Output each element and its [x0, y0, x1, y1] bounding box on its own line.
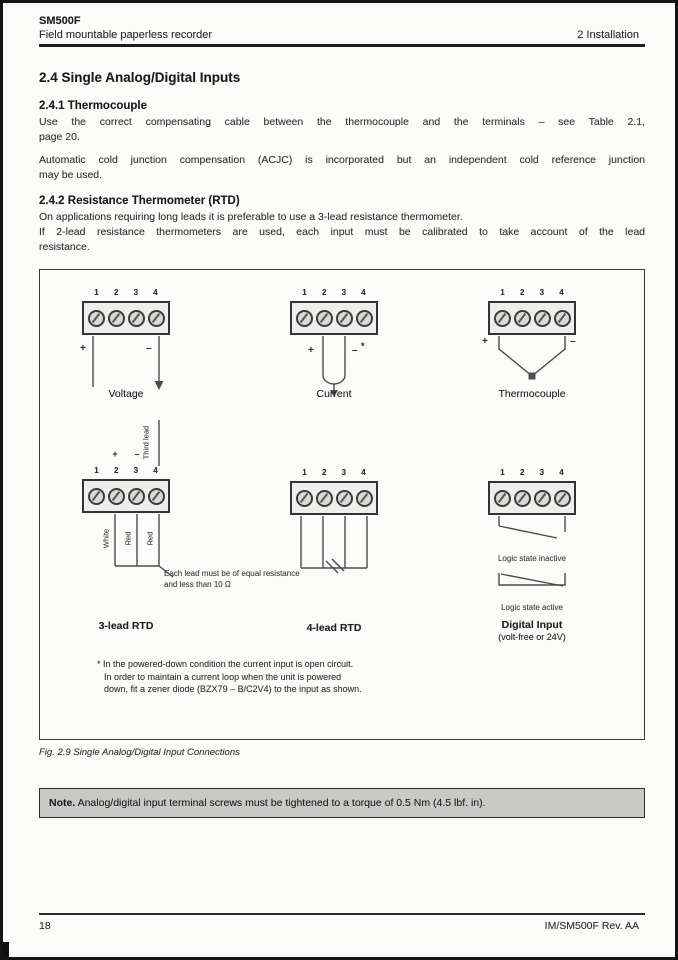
terminal-block — [82, 301, 170, 335]
terminal-screw — [336, 490, 353, 507]
diagram-rtd-4-lead — [268, 466, 400, 642]
terminal-screw — [494, 490, 511, 507]
terminal-block — [290, 301, 378, 335]
plus-sign: + — [80, 343, 86, 354]
page-number: 18 — [39, 920, 51, 932]
minus-sign: – — [134, 449, 140, 459]
terminal-screw — [128, 488, 145, 505]
paragraph-rtd-1: On applications requiring long leads it is preferable to use a 3-lead resistance thermometer. — [39, 211, 463, 223]
paragraph-line: resistance. — [39, 241, 90, 253]
diagram-voltage — [60, 288, 192, 402]
third-lead-wire-drawing — [60, 420, 192, 466]
minus-sign: – — [146, 343, 152, 354]
minus-sign: – — [352, 345, 358, 356]
terminal-screw — [554, 490, 571, 507]
logic-state-active-label: Logic state active — [501, 603, 563, 612]
note-label: Note. — [49, 797, 76, 809]
terminal-screw — [534, 310, 551, 327]
terminal-block — [82, 479, 170, 513]
note-text: Analog/digital input terminal screws must be tightened to a torque of 0.5 Nm (4.5 lbf. in). — [77, 797, 486, 809]
lead-resistance-note: Each lead must be of equal resistance and less than 10 Ω — [164, 569, 300, 589]
document-reference: IM/SM500F Rev. AA — [544, 920, 639, 932]
terminal-screw — [88, 310, 105, 327]
paragraph-line: If 2-lead resistance thermometers are used, each input must be calibrated to take account of the lead — [39, 226, 645, 238]
product-name: SM500F — [39, 15, 81, 27]
paragraph-line: Automatic cold junction compensation (ACJC) is incorporated but an independent cold reference junction — [39, 154, 645, 166]
asterisk-mark: * — [361, 341, 365, 351]
figure-2-9 — [39, 269, 645, 740]
paragraph-thermocouple-1 — [39, 115, 645, 145]
terminal-screw — [108, 310, 125, 327]
diagram-label: 4-lead RTD — [306, 622, 362, 634]
scan-edge-mark — [3, 942, 9, 957]
diagram-digital-input — [466, 466, 598, 656]
terminal-block — [488, 481, 576, 515]
terminal-numbers: 1 2 3 4 — [302, 468, 366, 477]
chapter-title: 2 Installation — [577, 29, 639, 41]
plus-sign: + — [308, 345, 314, 356]
terminal-screw — [534, 490, 551, 507]
terminal-screw — [514, 310, 531, 327]
diagram-sublabel: (volt-free or 24V) — [498, 632, 566, 642]
minus-sign: – — [570, 336, 576, 347]
section-2-4-1-title: 2.4.1 Thermocouple — [39, 100, 148, 112]
terminal-screw — [316, 310, 333, 327]
paragraph-line: page 20. — [39, 131, 80, 143]
section-2-4-2-title: 2.4.2 Resistance Thermometer (RTD) — [39, 195, 240, 207]
logic-state-inactive-label: Logic state inactive — [497, 554, 567, 563]
header-rule — [39, 44, 645, 47]
figure-caption: Fig. 2.9 Single Analog/Digital Input Connections — [39, 747, 240, 758]
diagram-current — [268, 288, 400, 402]
product-subtitle: Field mountable paperless recorder — [39, 29, 213, 41]
wire-color-label: White — [101, 528, 111, 549]
diagram-label: Current — [316, 388, 352, 400]
diagram-thermocouple — [466, 288, 598, 402]
terminal-screw — [148, 310, 165, 327]
terminal-screw — [494, 310, 511, 327]
terminal-screw — [554, 310, 571, 327]
paragraph-line: Use the correct compensating cable between the thermocouple and the terminals – see Table 2.1, — [39, 116, 645, 128]
diagram-label: Digital Input — [501, 619, 563, 631]
plus-sign: + — [482, 336, 488, 347]
diagram-label: Voltage — [108, 388, 144, 400]
terminal-numbers: 1 2 3 4 — [500, 288, 564, 297]
terminal-screw — [296, 310, 313, 327]
paragraph-line: may be used. — [39, 169, 103, 181]
terminal-numbers: 1 2 3 4 — [302, 288, 366, 297]
torque-note — [39, 788, 645, 818]
terminal-block — [488, 301, 576, 335]
terminal-numbers: 1 2 3 4 — [94, 466, 158, 475]
wire-color-label: Red — [123, 531, 133, 546]
plus-sign: + — [112, 449, 118, 459]
third-lead-label: Third lead — [141, 425, 151, 460]
terminal-screw — [336, 310, 353, 327]
terminal-numbers: 1 2 3 4 — [500, 468, 564, 477]
terminal-screw — [356, 490, 373, 507]
current-input-footnote: * In the powered-down condition the current input is open circuit. In order to maintain a current loop when the unit is powered down, fit a zener diode (BZX79 – B/C2V4) to the input as shown. — [97, 659, 362, 694]
diagram-rtd-3-lead — [60, 420, 192, 648]
diagram-label: 3-lead RTD — [98, 620, 154, 632]
paragraph-rtd-2 — [39, 225, 645, 255]
terminal-screw — [296, 490, 313, 507]
terminal-screw — [316, 490, 333, 507]
terminal-screw — [88, 488, 105, 505]
terminal-screw — [128, 310, 145, 327]
terminal-screw — [356, 310, 373, 327]
terminal-screw — [108, 488, 125, 505]
terminal-numbers: 1 2 3 4 — [94, 288, 158, 297]
terminal-block — [290, 481, 378, 515]
section-2-4-title: 2.4 Single Analog/Digital Inputs — [39, 70, 241, 85]
terminal-screw — [514, 490, 531, 507]
footer-rule — [39, 913, 645, 915]
paragraph-thermocouple-2 — [39, 153, 645, 183]
diagram-label: Thermocouple — [498, 388, 566, 400]
terminal-screw — [148, 488, 165, 505]
wire-color-label: Red — [145, 531, 155, 546]
